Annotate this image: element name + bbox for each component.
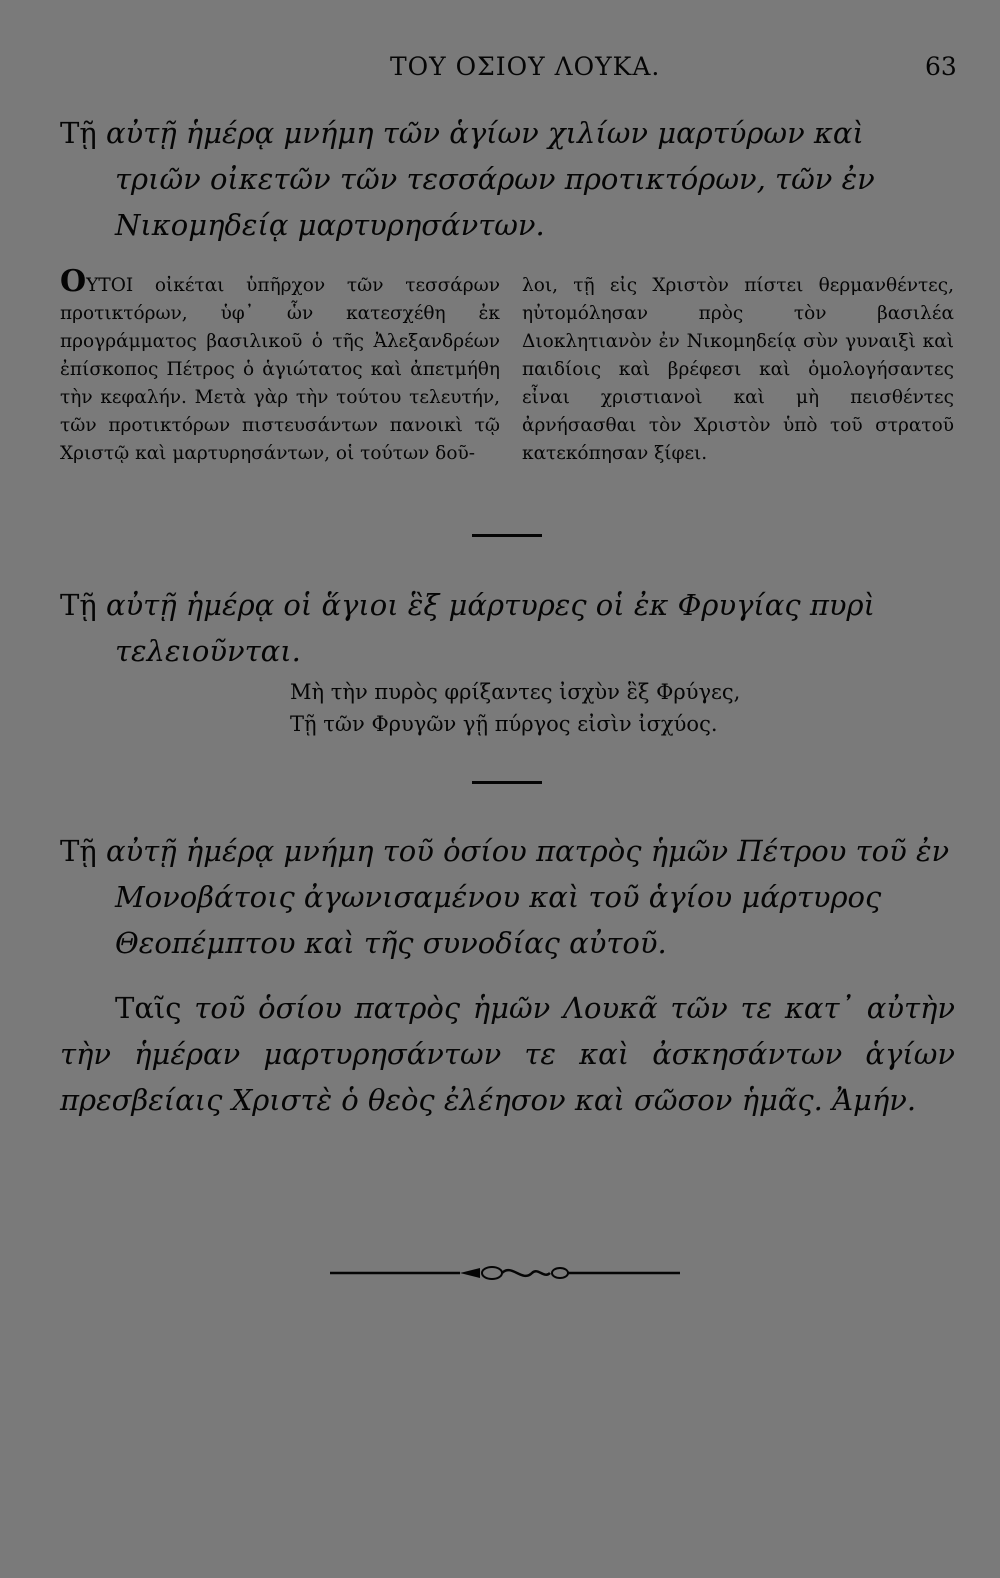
section-heading-1 (60, 110, 955, 248)
heading-text: αὐτῇ ἡμέρᾳ μνήμη τῶν ἁγίων χιλίων μαρτύρων καὶ τριῶν οἰκετῶν τῶν τεσσάρων προτικτόρων, τῶν ἐν Νικομηδείᾳ μαρτυρησάντων. (105, 116, 875, 242)
section-heading-3 (60, 828, 955, 966)
heading-text: αὐτῇ ἡμέρᾳ μνήμη τοῦ ὁσίου πατρὸς ἡμῶν Πέτρου τοῦ ἐν Μονοβάτοις ἀγωνισαμένου καὶ τοῦ ἁγίου μάρτυρος Θεοπέμπτου καὶ τῆς συνοδίας αὐτοῦ. (105, 834, 950, 960)
running-header: ΤΟΥ ΟΣΙΟΥ ΛΟΥΚΑ. (390, 52, 661, 81)
column-text: οἰκέται ὑπῆρχον τῶν τεσσάρων προτικτόρων, ὑφ᾽ ὧν κατεσχέθη ἐκ προγράμματος βασιλικοῦ ὁ τῆς Ἀλεξανδρέων ἐπίσκοπος Πέτρος ὁ ἁγιώτατος καὶ ἀπετμήθη τὴν κεφαλήν. Μετὰ γὰρ τὴν τούτου τελευτήν, τῶν προτικτόρων πιστευσάντων πανοικὶ τῷ Χριστῷ καὶ μαρτυρησάντων, οἱ τούτων δοῦ- (60, 275, 500, 464)
page-number: 63 (925, 52, 957, 81)
section-divider (472, 781, 542, 784)
heading-text: αὐτῇ ἡμέρᾳ οἱ ἅγιοι ἓξ μάρτυρες οἱ ἐκ Φρυγίας πυρὶ τελειοῦνται. (105, 588, 875, 668)
body-column-left (60, 264, 500, 468)
prayer-text: τοῦ ὁσίου πατρὸς ἡμῶν Λουκᾶ τῶν τε κατ᾽ αὐτὴν τὴν ἡμέραν μαρτυρησάντων τε καὶ ἀσκησάντων ἁγίων πρεσβείαις Χριστὲ ὁ θεὸς ἐλέησον καὶ σῶσον ἡμᾶς. Ἀμήν. (60, 991, 955, 1117)
verse-line: Μὴ τὴν πυρὸς φρίξαντες ἰσχὺν ἓξ Φρύγες, (290, 680, 741, 704)
verse-couplet (290, 676, 740, 740)
closing-prayer (60, 985, 955, 1123)
heading-lead: Τῇ (60, 588, 97, 622)
drop-cap: Ο (60, 264, 87, 299)
tailpiece-ornament (330, 1258, 680, 1288)
prayer-lead: Ταῖς (115, 991, 182, 1025)
heading-lead: Τῇ (60, 834, 97, 868)
section-divider (472, 534, 542, 537)
column-text: λοι, τῇ εἰς Χριστὸν πίστει θερμανθέντες, ηὐτομόλησαν πρὸς τὸν βασιλέα Διοκλητιανὸν ἐν Νικομηδείᾳ σὺν γυναιξὶ καὶ παιδίοις καὶ βρέφεσι καὶ ὁμολογήσαντες εἶναι χριστιανοὶ καὶ μὴ πεισθέντες ἀρνήσασθαι τὸν Χριστὸν ὑπὸ τοῦ στρατοῦ κατεκόπησαν ξίφει. (522, 275, 954, 464)
section-heading-2 (60, 582, 955, 674)
small-caps-word: ΥΤΟΙ (86, 275, 134, 296)
heading-lead: Τῇ (60, 116, 97, 150)
verse-line: Τῇ τῶν Φρυγῶν γῇ πύργος εἰσὶν ἰσχύος. (290, 712, 718, 736)
body-column-right (522, 272, 954, 468)
